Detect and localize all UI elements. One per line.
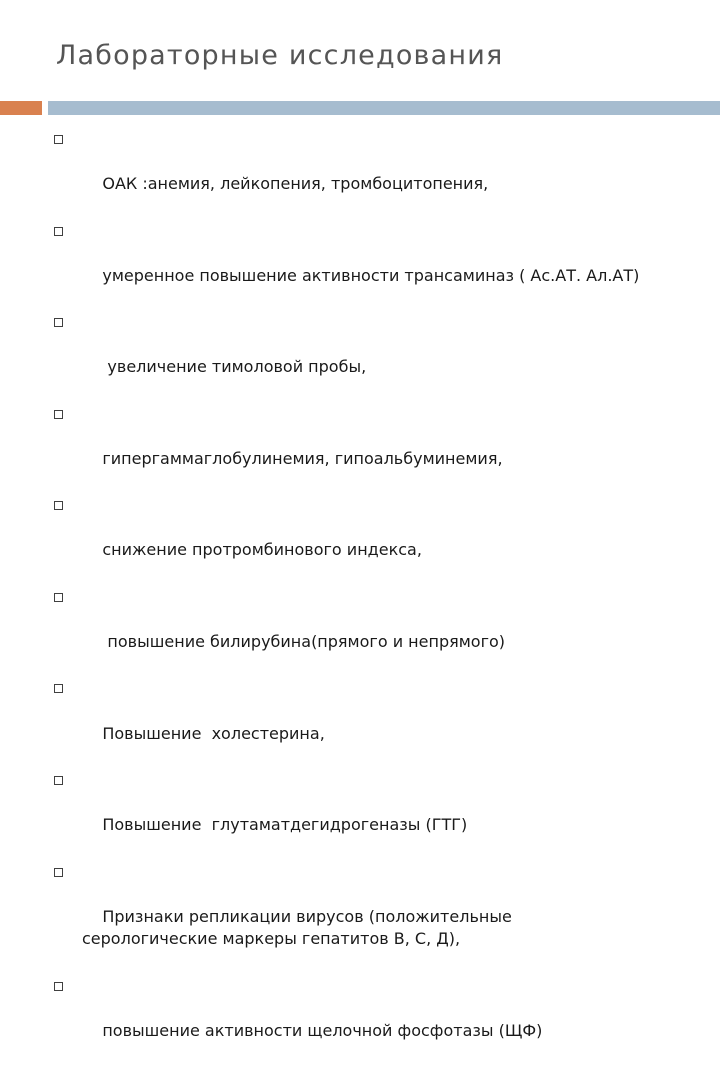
title-bar-accent (0, 101, 42, 115)
bullet-list (54, 128, 704, 1066)
list-item (54, 975, 704, 1065)
bullet-text: гипергаммаглобулинемия, гипоальбуминемия, (102, 448, 503, 468)
bullet-text: снижение протромбинового индекса, (102, 540, 422, 560)
hollow-square-bullet-icon (54, 593, 63, 602)
list-item (54, 677, 704, 767)
slide-title: Лабораторные исследования (56, 40, 504, 71)
hollow-square-bullet-icon (54, 982, 63, 991)
bullet-text: увеличение тимоловой пробы, (102, 357, 367, 377)
list-item (54, 220, 704, 310)
list-item (54, 494, 704, 584)
bullet-text: ОАК :анемия, лейкопения, тромбоцитопения, (102, 174, 489, 194)
list-item (54, 861, 704, 974)
hollow-square-bullet-icon (54, 501, 63, 510)
hollow-square-bullet-icon (54, 776, 63, 785)
list-item (54, 128, 704, 218)
list-item (54, 586, 704, 676)
bullet-text: умеренное повышение активности трансаминаз ( Ас.АТ. Ал.АТ) (102, 265, 640, 285)
list-item (54, 403, 704, 493)
hollow-square-bullet-icon (54, 868, 63, 877)
hollow-square-bullet-icon (54, 135, 63, 144)
hollow-square-bullet-icon (54, 410, 63, 419)
hollow-square-bullet-icon (54, 318, 63, 327)
bullet-text: Признаки репликации вирусов (положительные серологические маркеры гепатитов В, С, Д), (82, 906, 512, 949)
bullet-text: повышение активности щелочной фосфотазы (ЩФ) (102, 1020, 543, 1040)
bullet-text: Повышение холестерина, (102, 723, 325, 743)
hollow-square-bullet-icon (54, 684, 63, 693)
bullet-text: Повышение глутаматдегидрогеназы (ГТГ) (102, 815, 468, 835)
bullet-text: повышение билирубина(прямого и непрямого) (102, 632, 506, 651)
list-item (54, 311, 704, 401)
hollow-square-bullet-icon (54, 227, 63, 236)
list-item (54, 769, 704, 859)
title-bar (48, 101, 720, 115)
